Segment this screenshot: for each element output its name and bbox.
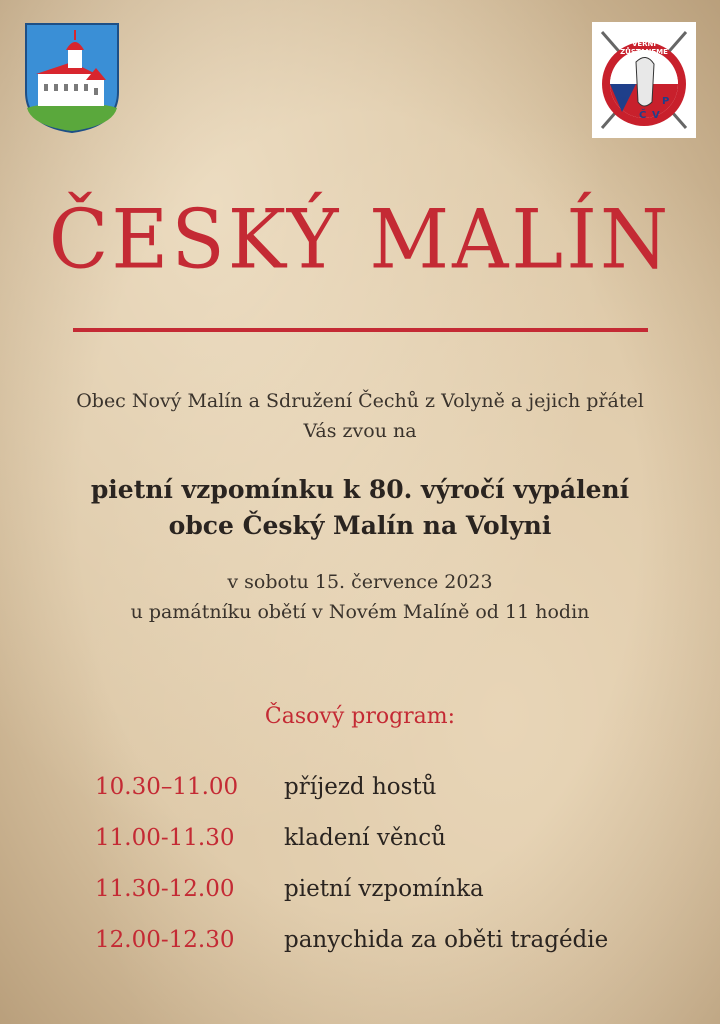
program-time: 12.00-12.30: [95, 927, 235, 953]
program-row: [95, 825, 655, 876]
program-activity: pietní vzpomínka: [284, 876, 484, 902]
program-time: 10.30–11.00: [95, 774, 239, 800]
emblem-icon: [592, 22, 696, 138]
program-activity: panychida za oběti tragédie: [284, 927, 609, 953]
svg-text:Č: Č: [639, 110, 647, 121]
svg-text:V: V: [652, 110, 660, 121]
program-list: [95, 774, 655, 978]
event-date: v sobotu 15. července 2023: [227, 571, 493, 593]
intro-line-1: Obec Nový Malín a Sdružení Čechů z Volyně a jejich přátel: [76, 390, 644, 412]
event-headline: [0, 472, 720, 544]
title-divider: [73, 328, 648, 332]
svg-text:ZŮSTANEME: ZŮSTANEME: [620, 48, 668, 56]
program-row: [95, 927, 655, 978]
intro-line-2: Vás zvou na: [303, 420, 417, 442]
program-heading: Časový program:: [264, 704, 456, 729]
program-activity: kladení věnců: [284, 825, 446, 851]
program-row: [95, 876, 655, 927]
event-place: u památníku obětí v Novém Malíně od 11 hodin: [130, 601, 590, 623]
association-logo: [592, 22, 696, 138]
coat-of-arms-icon: [24, 22, 120, 134]
svg-text:VĚRNI: VĚRNI: [631, 40, 657, 48]
poster-title: ČESKÝ MALÍN: [48, 192, 672, 288]
headline-line-2: obce Český Malín na Volyni: [168, 511, 552, 540]
svg-text:P: P: [662, 96, 670, 107]
program-row: [95, 774, 655, 825]
event-date-place: [0, 567, 720, 627]
program-time: 11.30-12.00: [95, 876, 235, 902]
headline-line-1: pietní vzpomínku k 80. výročí vypálení: [90, 475, 630, 504]
svg-text:S: S: [620, 96, 628, 107]
program-time: 11.00-11.30: [95, 825, 235, 851]
program-activity: příjezd hostů: [284, 774, 437, 800]
invitation-text: [0, 386, 720, 446]
